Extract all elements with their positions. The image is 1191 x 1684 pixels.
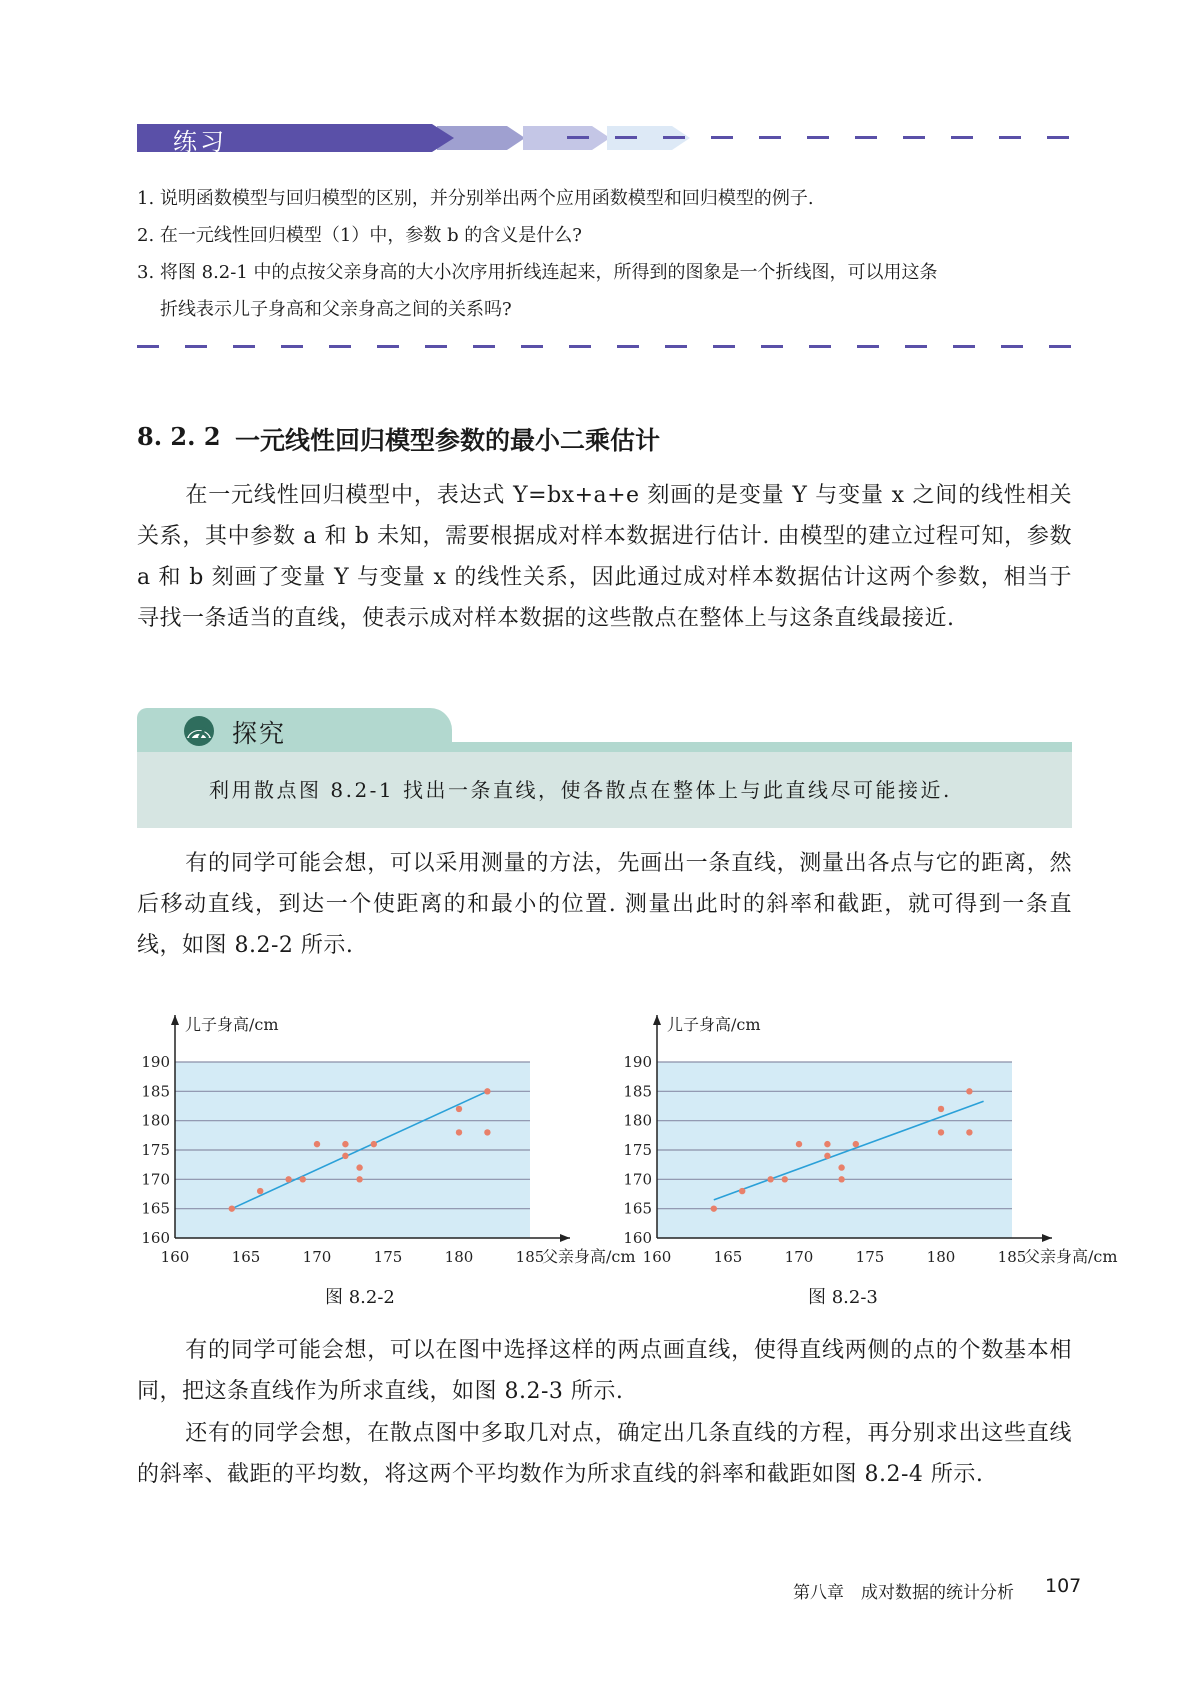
y-axis-label: 儿子身高/cm [185, 1015, 279, 1034]
y-tick-label: 170 [623, 1170, 652, 1189]
data-point [371, 1141, 377, 1147]
y-tick-label: 160 [623, 1229, 652, 1247]
data-point [300, 1176, 306, 1182]
data-point [342, 1153, 348, 1159]
data-point [456, 1106, 462, 1112]
exercise-item-1: 1. 说明函数模型与回归模型的区别，并分别举出两个应用函数模型和回归模型的例子. [137, 188, 814, 209]
paragraph-two-points-text: 有的同学可能会想，可以在图中选择这样的两点画直线，使得直线两侧的点的个数基本相同，把这条直线作为所求直线，如图 8.2-3 所示. [137, 1338, 1072, 1404]
exercise-top-dashes [567, 136, 1072, 139]
data-point [938, 1106, 944, 1112]
data-point [484, 1129, 490, 1135]
data-point [484, 1088, 490, 1094]
paragraph-measure-text: 有的同学可能会想，可以采用测量的方法，先画出一条直线，测量出各点与它的距离，然后移动直线，到达一个使距离的和最小的位置. 测量出此时的斜率和截距，就可得到一条直线，如图 8.2-2 所示. [137, 851, 1072, 958]
y-tick-label: 165 [623, 1199, 652, 1218]
data-point [853, 1141, 859, 1147]
data-point [711, 1205, 717, 1211]
figure-8-2-3 [612, 1000, 1118, 1266]
y-tick-label: 190 [141, 1053, 170, 1071]
data-point [739, 1188, 745, 1194]
y-tick-label: 160 [141, 1229, 170, 1247]
data-point [356, 1164, 362, 1170]
x-tick-label: 185 [515, 1248, 545, 1266]
data-point [796, 1141, 802, 1147]
data-point [257, 1188, 263, 1194]
y-tick-label: 175 [623, 1141, 652, 1159]
exercise-item-3-cont: 折线表示儿子身高和父亲身高之间的关系吗? [160, 299, 512, 320]
section-number: 8. 2. 2 [137, 422, 221, 451]
x-tick-label: 175 [373, 1248, 403, 1266]
figure-caption-1: 图 8.2-2 [325, 1287, 395, 1308]
x-tick-label: 170 [784, 1248, 814, 1266]
data-point [314, 1141, 320, 1147]
data-point [285, 1176, 291, 1182]
paragraph-average-text: 还有的同学会想，在散点图中多取几对点，确定出几条直线的方程，再分别求出这些直线的斜率、截距的平均数，将这两个平均数作为所求直线的斜率和截距如图 8.2-4 所示. [137, 1421, 1072, 1487]
x-tick-label: 160 [160, 1248, 190, 1266]
data-point [824, 1153, 830, 1159]
scatter-chart-2 [612, 1000, 1118, 1266]
data-point [767, 1176, 773, 1182]
x-tick-label: 160 [642, 1248, 672, 1266]
x-tick-label: 165 [231, 1248, 261, 1266]
paragraph-intro-text: 在一元线性回归模型中，表达式 Y=bx+a+e 刻画的是变量 Y 与变量 x 之间的线性相关关系，其中参数 a 和 b 未知，需要根据成对样本数据进行估计. 由模型的建立过程可知，参数 a 和 b 刻画了变量 Y 与变量 x 的线性关系，因此通过成对样本数据估计这两个参数，相当于寻找一条适当的直线，使表示成对样本数据的这些散点在整体上与这条直线最接近. [137, 483, 1072, 631]
data-point [966, 1129, 972, 1135]
y-tick-label: 185 [623, 1082, 652, 1101]
x-tick-label: 175 [855, 1248, 885, 1266]
exercise-bottom-dashes [137, 345, 1072, 348]
x-tick-label: 180 [926, 1248, 956, 1266]
page-number: 107 [1045, 1575, 1082, 1597]
explore-title: 探究 [232, 719, 287, 748]
data-point [838, 1164, 844, 1170]
x-axis-label: 父亲身高/cm [1024, 1247, 1118, 1266]
y-tick-label: 175 [141, 1141, 170, 1159]
data-point [824, 1141, 830, 1147]
y-axis-arrow [653, 1015, 661, 1025]
exercise-item-3: 3. 将图 8.2-1 中的点按父亲身高的大小次序用折线连起来，所得到的图象是一个折线图，可以用这条 [137, 262, 938, 283]
x-axis-arrow [1042, 1234, 1052, 1242]
y-tick-label: 185 [141, 1082, 170, 1101]
data-point [938, 1129, 944, 1135]
x-tick-label: 165 [713, 1248, 743, 1266]
explore-text: 利用散点图 8.2-1 找出一条直线，使各散点在整体上与此直线尽可能接近. [209, 778, 952, 802]
footer-chapter: 第八章 成对数据的统计分析 [793, 1583, 1014, 1603]
data-point [838, 1176, 844, 1182]
section-title: 一元线性回归模型参数的最小二乘估计 [235, 426, 661, 455]
figure-8-2-2 [130, 1000, 636, 1266]
data-point [456, 1129, 462, 1135]
x-axis-arrow [560, 1234, 570, 1242]
y-tick-label: 170 [141, 1170, 170, 1189]
data-point [229, 1205, 235, 1211]
y-tick-label: 180 [141, 1111, 170, 1130]
x-tick-label: 170 [302, 1248, 332, 1266]
explore-box [137, 708, 1072, 828]
x-axis-label: 父亲身高/cm [542, 1247, 636, 1266]
x-tick-label: 185 [997, 1248, 1027, 1266]
x-tick-label: 180 [444, 1248, 474, 1266]
compass-icon [182, 714, 216, 748]
scatter-chart-1 [130, 1000, 636, 1266]
paragraph-intro [137, 475, 1072, 639]
data-point [356, 1176, 362, 1182]
y-tick-label: 180 [623, 1111, 652, 1130]
y-tick-label: 165 [141, 1199, 170, 1218]
paragraph-measure [137, 843, 1072, 966]
exercise-item-2: 2. 在一元线性回归模型（1）中，参数 b 的含义是什么? [137, 225, 582, 246]
data-point [966, 1088, 972, 1094]
paragraph-average [137, 1413, 1072, 1495]
y-tick-label: 190 [623, 1053, 652, 1071]
data-point [342, 1141, 348, 1147]
exercise-title: 练习 [173, 128, 227, 156]
y-axis-label: 儿子身高/cm [667, 1015, 761, 1034]
paragraph-two-points [137, 1330, 1072, 1412]
figure-caption-2: 图 8.2-3 [808, 1287, 878, 1308]
data-point [782, 1176, 788, 1182]
y-axis-arrow [171, 1015, 179, 1025]
